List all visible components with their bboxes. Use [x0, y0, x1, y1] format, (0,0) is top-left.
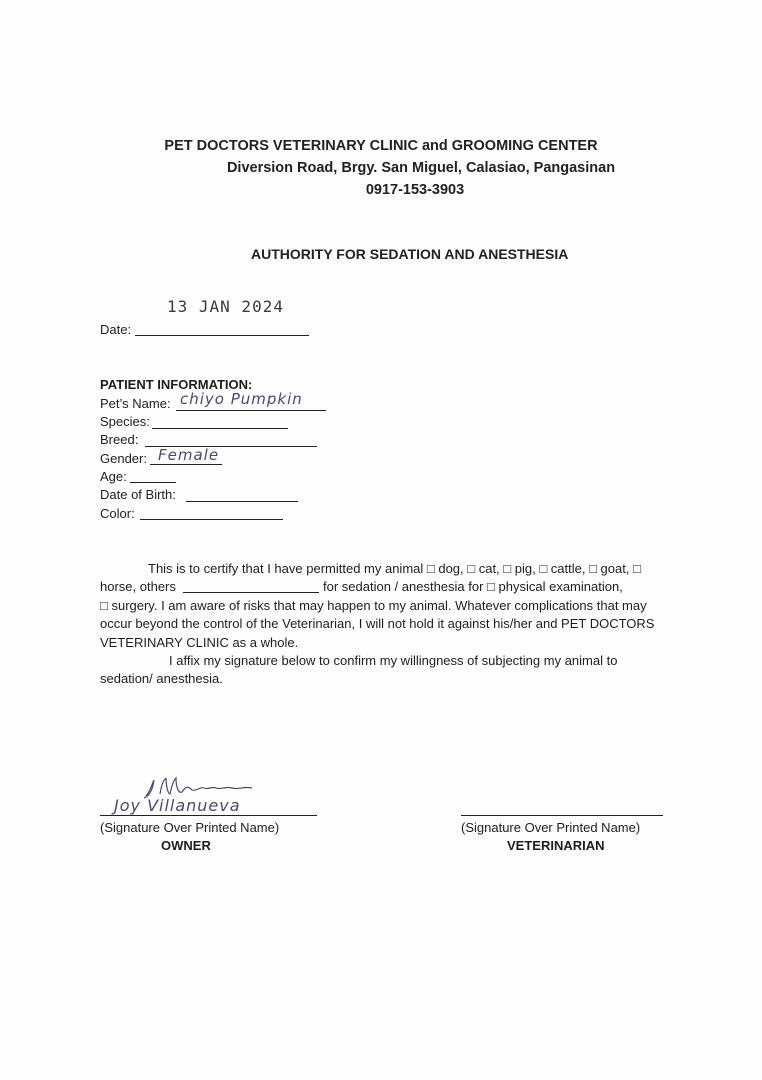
dob-label: Date of Birth:: [100, 487, 176, 502]
pets-name-line: [176, 410, 326, 411]
date-stamp: 13 JAN 2024: [167, 297, 284, 316]
certification-line-2-end: for sedation / anesthesia for □ physical examination,: [323, 579, 623, 595]
others-line: [183, 592, 319, 593]
vet-role: VETERINARIAN: [507, 838, 605, 853]
color-label: Color:: [100, 506, 135, 521]
certification-line-7: sedation/ anesthesia.: [100, 671, 223, 687]
certification-paragraph: [100, 560, 700, 689]
owner-signature-line: [100, 815, 317, 816]
date-line: [135, 335, 309, 336]
certification-line-3: □ surgery. I am aware of risks that may happen to my animal. Whatever complications that may: [100, 597, 647, 613]
gender-label: Gender:: [100, 451, 147, 466]
breed-label: Breed:: [100, 432, 139, 447]
species-line: [152, 428, 288, 429]
species-label: Species:: [100, 414, 150, 429]
certification-line-2: [100, 578, 700, 596]
color-line: [140, 519, 283, 520]
vet-caption: (Signature Over Printed Name): [461, 820, 641, 835]
pets-name-label: Pet’s Name:: [100, 396, 171, 411]
patient-section-title: PATIENT INFORMATION:: [100, 377, 253, 392]
certification-line-1: This is to certify that I have permitted my animal □ dog, □ cat, □ pig, □ cattle, □ goat, □: [148, 561, 641, 576]
clinic-name: PET DOCTORS VETERINARY CLINIC and GROOMING CENTER: [164, 138, 598, 154]
owner-printed-name: Joy Villanueva: [114, 796, 241, 815]
gender-handwritten: Female: [158, 446, 220, 464]
certification-line-6: I affix my signature below to confirm my willingness of subjecting my animal to: [169, 653, 618, 669]
clinic-address: Diversion Road, Brgy. San Miguel, Calasiao, Pangasinan: [226, 160, 616, 176]
gender-line: [150, 464, 222, 465]
certification-line-5: VETERINARY CLINIC as a whole.: [100, 634, 299, 650]
form-title: AUTHORITY FOR SEDATION AND ANESTHESIA: [251, 246, 569, 262]
certification-line-4: occur beyond the control of the Veterinarian, I will not hold it against his/her and PET DOCTORS: [100, 616, 655, 632]
age-line: [130, 482, 176, 483]
owner-caption: (Signature Over Printed Name): [100, 820, 280, 835]
age-label: Age:: [100, 469, 127, 484]
certification-line-2-start: horse, others: [100, 579, 176, 595]
pets-name-handwritten: chiyo Pumpkin: [180, 390, 303, 408]
vet-signature-line: [461, 815, 663, 816]
dob-line: [186, 501, 298, 502]
date-label: Date:: [100, 322, 132, 337]
clinic-phone: 0917-153-3903: [365, 182, 465, 198]
owner-role: OWNER: [161, 838, 211, 853]
